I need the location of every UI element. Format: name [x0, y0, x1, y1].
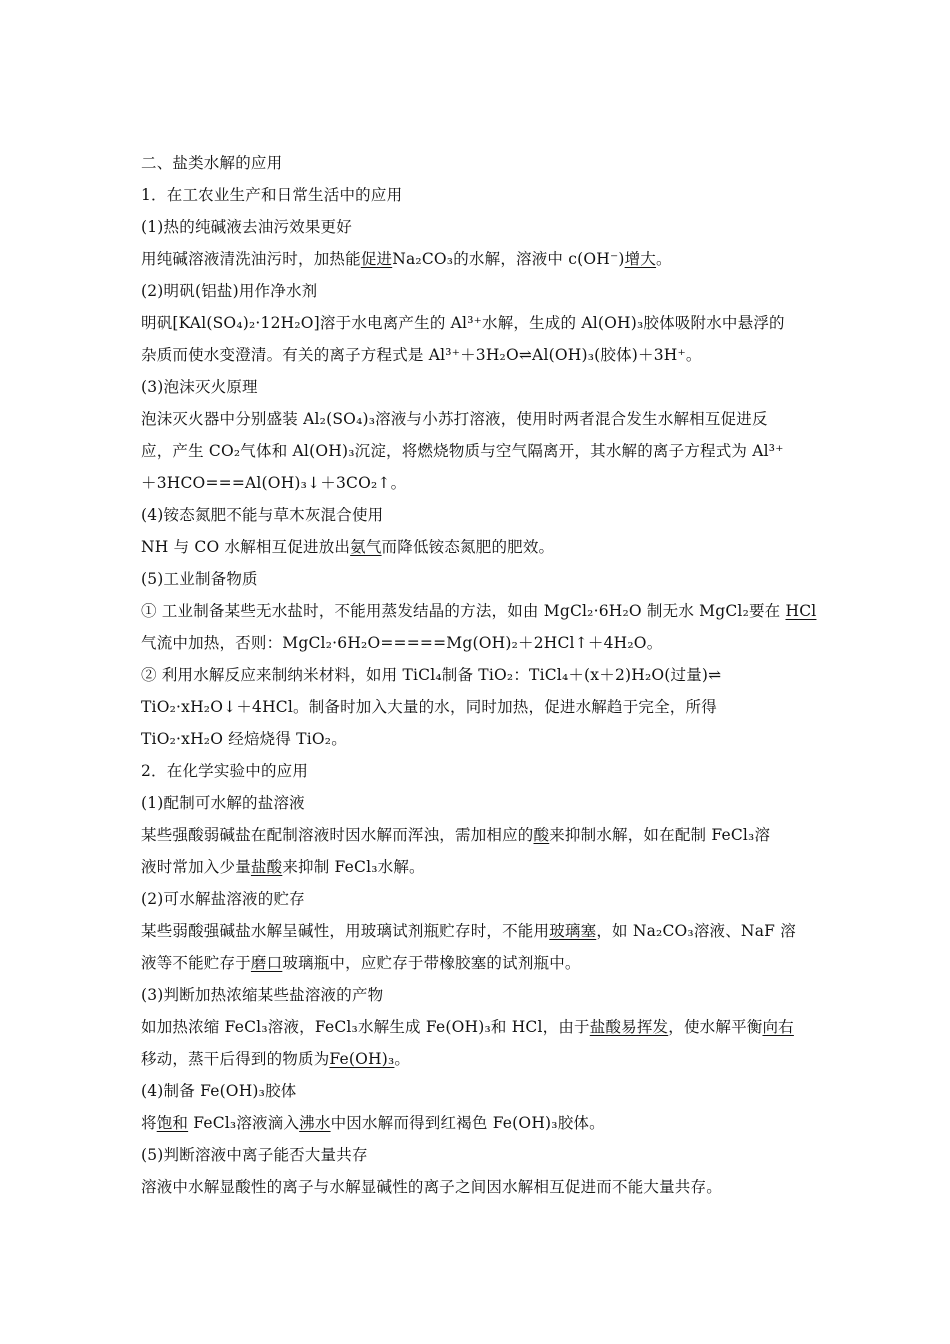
text-segment: (2)可水解盐溶液的贮存: [141, 890, 305, 908]
text-segment: 杂质而使水变澄清。有关的离子方程式是 Al³⁺＋3H₂O⇌Al(OH)₃(胶体)＋3H⁺。: [141, 346, 702, 364]
text-line: [141, 376, 811, 398]
text-line: [141, 664, 811, 686]
text-line: [141, 408, 811, 430]
text-line: [141, 504, 811, 526]
text-segment: 而降低铵态氮肥的肥效。: [381, 538, 555, 556]
text-line: [141, 1112, 811, 1134]
text-line: [141, 952, 811, 974]
text-line: [141, 1144, 811, 1166]
underlined-answer: 向右: [762, 1018, 794, 1036]
text-segment: TiO₂·xH₂O↓＋4HCl。制备时加入大量的水，同时加热，促进水解趋于完全，所得: [141, 698, 717, 716]
text-segment: (5)判断溶液中离子能否大量共存: [141, 1146, 368, 1164]
text-line: [141, 472, 811, 494]
underlined-answer: 磨口: [250, 954, 283, 972]
text-line: [141, 760, 811, 782]
underlined-answer: 氨气: [350, 538, 382, 556]
text-line: [141, 856, 811, 878]
text-segment: 气流中加热，否则：MgCl₂·6H₂O=====Mg(OH)₂＋2HCl↑＋4H₂O。: [141, 634, 663, 652]
underlined-answer: 盐酸易挥发: [589, 1018, 669, 1036]
text-line: [141, 280, 811, 302]
text-segment: 玻璃瓶中，应贮存于带橡胶塞的试剂瓶中。: [282, 954, 581, 972]
underlined-answer: 盐酸: [250, 858, 283, 876]
text-line: [141, 824, 811, 846]
text-line: [141, 1176, 811, 1198]
text-segment: ，使水解平衡: [668, 1018, 763, 1036]
text-line: [141, 344, 811, 366]
text-line: [141, 440, 811, 462]
text-segment: ，如 Na₂CO₃溶液、NaF 溶: [596, 922, 796, 940]
text-segment: (1)热的纯碱液去油污效果更好: [141, 218, 352, 236]
text-segment: 移动，蒸干后得到的物质为: [141, 1050, 330, 1068]
underlined-answer: 沸水: [299, 1114, 331, 1132]
text-segment: (4)铵态氮肥不能与草木灰混合使用: [141, 506, 384, 524]
text-line: [141, 792, 811, 814]
text-segment: (2)明矾(铝盐)用作净水剂: [141, 282, 318, 300]
text-segment: ② 利用水解反应来制纳米材料，如用 TiCl₄制备 TiO₂：TiCl₄＋(x＋2)H₂O(过量)⇌: [141, 666, 722, 684]
text-line: [141, 696, 811, 718]
text-segment: 来抑制水解，如在配制 FeCl₃溶: [549, 826, 771, 844]
underlined-answer: Fe(OH)₃: [329, 1050, 395, 1068]
text-line: [141, 1080, 811, 1102]
text-segment: (5)工业制备物质: [141, 570, 258, 588]
text-line: [141, 888, 811, 910]
underlined-answer: 增大: [624, 250, 657, 268]
text-segment: (3)泡沫灭火原理: [141, 378, 258, 396]
text-line: [141, 728, 811, 750]
text-segment: 中因水解而得到红褐色 Fe(OH)₃胶体。: [330, 1114, 605, 1132]
text-line: [141, 984, 811, 1006]
text-line: [141, 184, 811, 206]
text-segment: (4)制备 Fe(OH)₃胶体: [141, 1082, 297, 1100]
text-segment: 泡沫灭火器中分别盛装 Al₂(SO₄)₃溶液与小苏打溶液，使用时两者混合发生水解相互促进反: [141, 410, 768, 428]
text-segment: (1)配制可水解的盐溶液: [141, 794, 305, 812]
text-segment: ＋3HCO===Al(OH)₃↓＋3CO₂↑。: [141, 474, 407, 492]
text-line: [141, 248, 811, 270]
text-line: [141, 920, 811, 942]
text-segment: 。: [656, 250, 672, 268]
underlined-answer: 酸: [533, 826, 550, 844]
text-segment: TiO₂·xH₂O 经焙烧得 TiO₂。: [141, 730, 347, 748]
text-line: [141, 600, 817, 622]
text-segment: NH 与 CO 水解相互促进放出: [141, 538, 351, 556]
text-segment: 1．在工农业生产和日常生活中的应用: [141, 186, 403, 204]
text-segment: 如加热浓缩 FeCl₃溶液，FeCl₃水解生成 Fe(OH)₃和 HCl，由于: [141, 1018, 590, 1036]
text-line: [141, 1048, 811, 1070]
text-segment: 2．在化学实验中的应用: [141, 762, 309, 780]
text-segment: 明矾[KAl(SO₄)₂·12H₂O]溶于水电离产生的 Al³⁺水解，生成的 Al(OH)₃胶体吸附水中悬浮的: [141, 314, 785, 332]
text-segment: FeCl₃溶液滴入: [188, 1114, 300, 1132]
text-segment: 溶液中水解显酸性的离子与水解显碱性的离子之间因水解相互促进而不能大量共存。: [141, 1178, 722, 1196]
text-segment: 用纯碱溶液清洗油污时，加热能: [141, 250, 361, 268]
text-segment: 。: [394, 1050, 411, 1068]
text-segment: (3)判断加热浓缩某些盐溶液的产物: [141, 986, 384, 1004]
text-line: [141, 152, 811, 174]
text-line: [141, 632, 811, 654]
underlined-answer: 促进: [360, 250, 393, 268]
text-segment: 液等不能贮存于: [141, 954, 251, 972]
text-segment: Na₂CO₃的水解，溶液中 c(OH⁻): [392, 250, 625, 268]
text-line: [141, 1016, 811, 1038]
text-segment: 某些强酸弱碱盐在配制溶液时因水解而浑浊，需加相应的: [141, 826, 534, 844]
text-segment: 应，产生 CO₂气体和 Al(OH)₃沉淀，将燃烧物质与空气隔离开，其水解的离子方程式为 Al³⁺: [141, 442, 784, 460]
underlined-answer: 饱和: [156, 1114, 189, 1132]
text-line: [141, 568, 811, 590]
text-segment: 二、盐类水解的应用: [141, 154, 283, 172]
text-line: [141, 312, 811, 334]
text-segment: 液时常加入少量: [141, 858, 251, 876]
text-line: [141, 216, 811, 238]
text-segment: 将: [141, 1114, 157, 1132]
text-line: [141, 536, 811, 558]
text-segment: 来抑制 FeCl₃水解。: [282, 858, 425, 876]
underlined-answer: HCl: [785, 602, 817, 620]
underlined-answer: 玻璃塞: [549, 922, 597, 940]
text-segment: ① 工业制备某些无水盐时，不能用蒸发结晶的方法，如由 MgCl₂·6H₂O 制无水 MgCl₂要在: [141, 602, 786, 620]
text-segment: 某些弱酸强碱盐水解呈碱性，用玻璃试剂瓶贮存时，不能用: [141, 922, 550, 940]
